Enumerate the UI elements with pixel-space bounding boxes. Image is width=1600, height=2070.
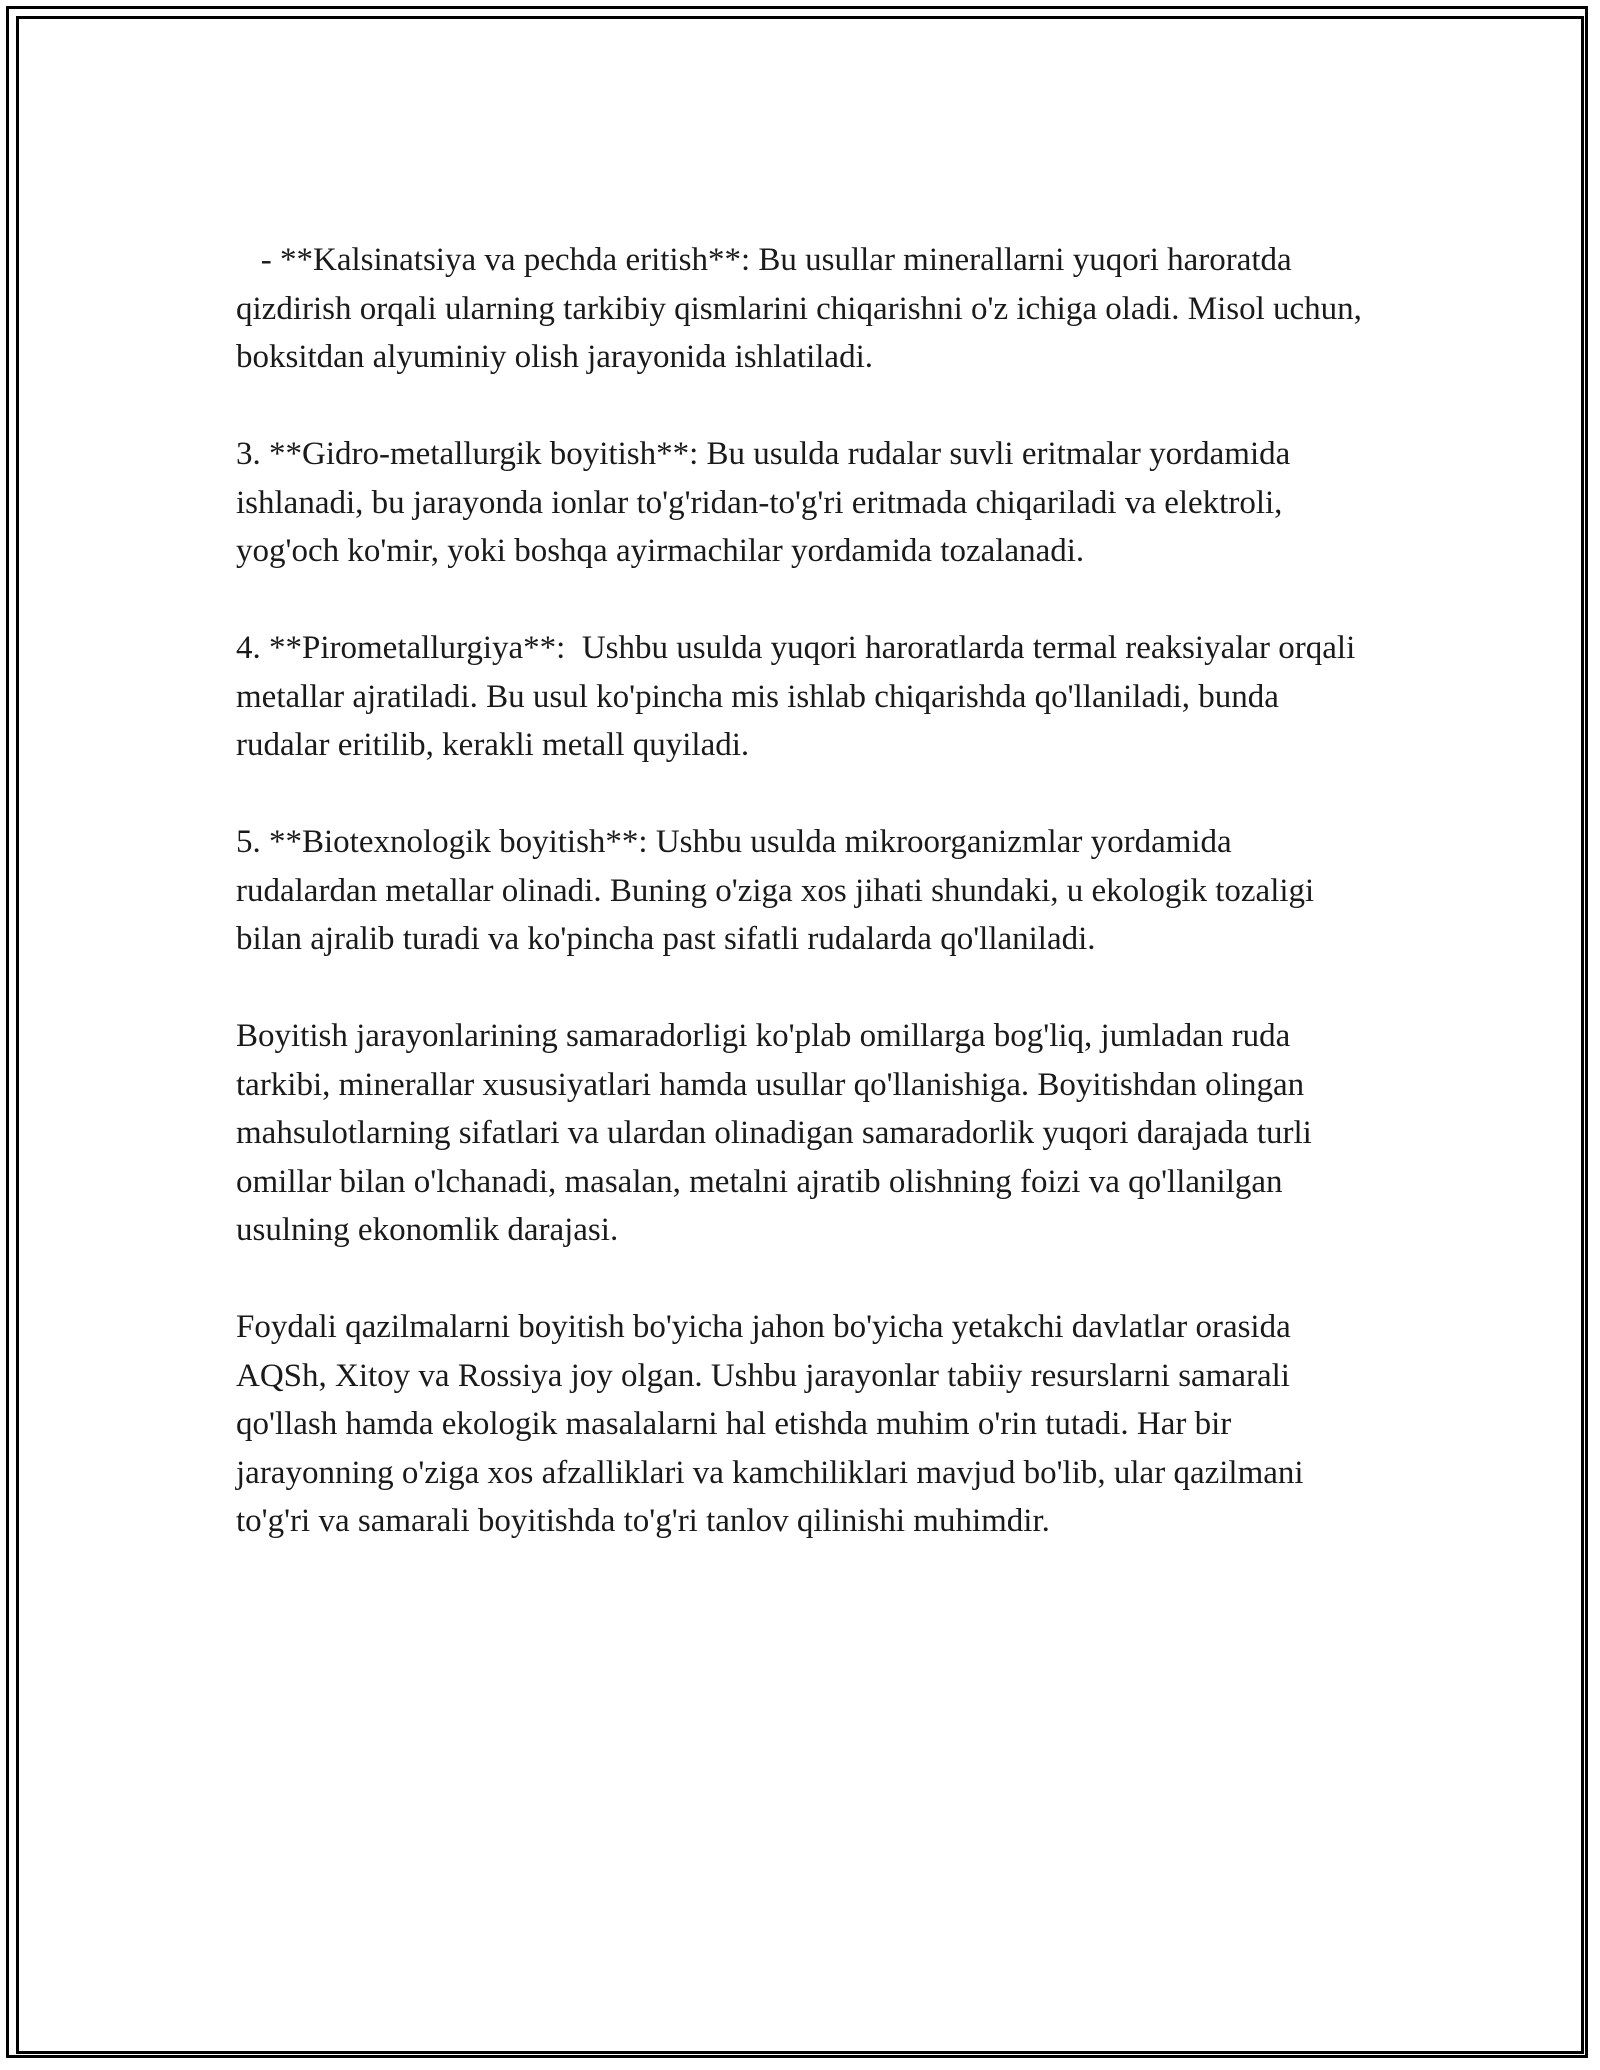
paragraph-pyrometallurgy: 4. **Pirometallurgiya**: Ushbu usulda yuqori haroratlarda termal reaksiyalar orqali metallar ajratiladi. Bu usul ko'pincha mis ishlab chiqarishda qo'llaniladi, bunda rudalar eritilib, kerakli metall quyiladi. [236,630,1364,763]
paragraph-efficiency: Boyitish jarayonlarining samaradorligi ko'plab omillarga bog'liq, jumladan ruda tarkibi, minerallar xususiyatlari hamda usullar qo'llanishiga. Boyitishdan olingan mahsulotlarning sifatlari va ulardan olinadigan samaradorlik yuqori darajada turli omillar bilan o'lchanadi, masalan, metalni ajratib olishning foizi va qo'llanilgan usulning ekonomlik darajasi. [236,1018,1321,1248]
paragraph-leading-countries: Foydali qazilmalarni boyitish bo'yicha jahon bo'yicha yetakchi davlatlar orasida AQSh, Xitoy va Rossiya joy olgan. Ushbu jarayonlar tabiiy resurslarni samarali qo'llash hamda ekologik masalalarni hal etishda muhim o'rin tutadi. Har bir jarayonning o'ziga xos afzalliklari va kamchiliklari mavjud bo'lib, ular qazilmani to'g'ri va samarali boyitishda to'g'ri tanlov qilinishi muhimdir. [236,1309,1312,1539]
document-body [236,236,1376,1594]
paragraph-hydrometallurgy: 3. **Gidro-metallurgik boyitish**: Bu usulda rudalar suvli eritmalar yordamida ishlanadi, bu jarayonda ionlar to'g'ridan-to'g'ri eritmada chiqariladi va elektroli, yog'och ko'mir, yoki boshqa ayirmachilar yordamida tozalanadi. [236,436,1299,569]
paragraph-biotechnology: 5. **Biotexnologik boyitish**: Ushbu usulda mikroorganizmlar yordamida rudalardan metallar olinadi. Buning o'ziga xos jihati shundaki, u ekologik tozaligi bilan ajralib turadi va ko'pincha past sifatli rudalarda qo'llaniladi. [236,824,1323,957]
paragraph-calcination: - **Kalsinatsiya va pechda eritish**: Bu usullar minerallarni yuqori haroratda qizdirish orqali ularning tarkibiy qismlarini chiqarishni o'z ichiga oladi. Misol uchun, boksitdan alyuminiy olish jarayonida ishlatiladi. [236,242,1371,375]
